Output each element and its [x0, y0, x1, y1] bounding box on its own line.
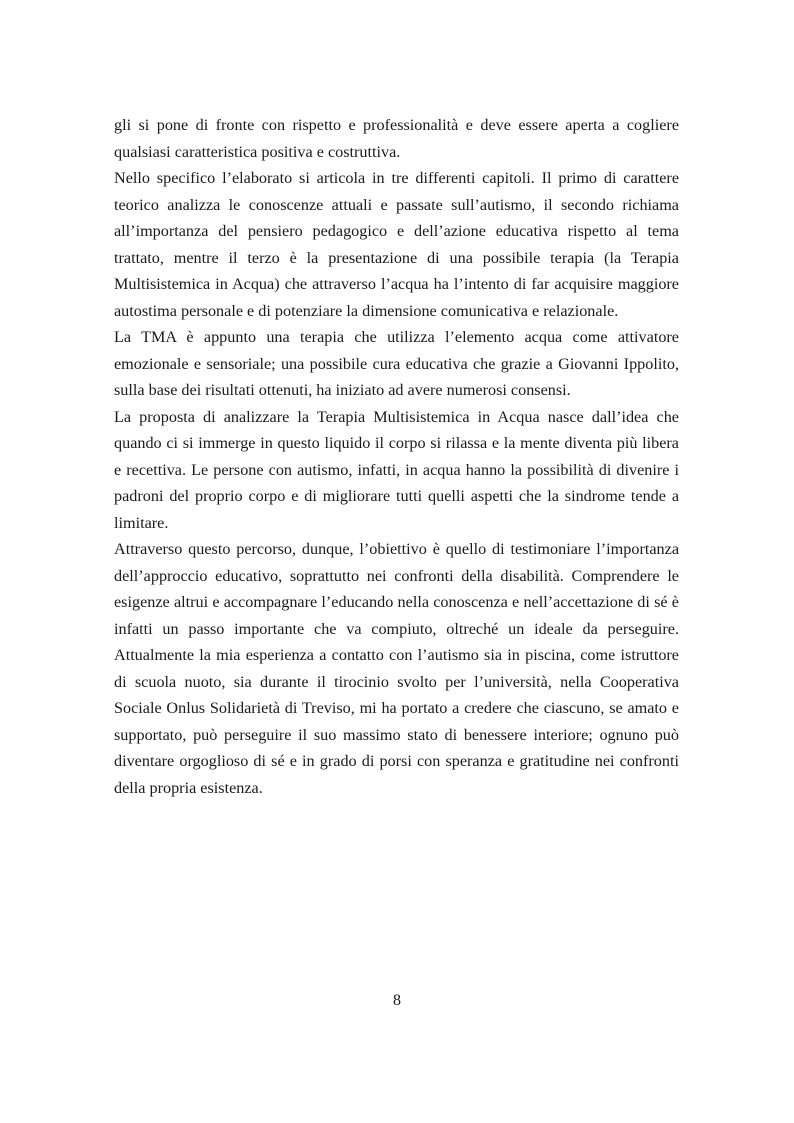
body-text — [114, 112, 679, 801]
paragraph-tma-definition: La TMA è appunto una terapia che utilizza l’elemento acqua come attivatore emozionale e sensoriale; una possibile cura educativa che grazie a Giovanni Ippolito, sulla base dei risultati ottenuti, ha iniziato ad avere numerosi consensi. — [114, 328, 679, 399]
page-number: 8 — [393, 992, 401, 1009]
paragraph-tma-proposal: La proposta di analizzare la Terapia Multisistemica in Acqua nasce dall’idea che quando ci si immerge in questo liquido il corpo si rilassa e la mente diventa più libera e recettiva. Le persone con autismo, infatti, in acqua hanno la possibilità di divenire i padroni del proprio corpo e di migliorare tutti quelli aspetti che la sindrome tende a limitare. — [114, 407, 679, 532]
paragraph-intro-continuation: gli si pone di fronte con rispetto e professionalità e deve essere aperta a cogliere qualsiasi caratteristica positiva e costruttiva. — [114, 116, 679, 161]
paragraph-objective: Attraverso questo percorso, dunque, l’obiettivo è quello di testimoniare l’importanza dell’approccio educativo, soprattutto nei confronti della disabilità. Comprendere le esigenze altrui e accompagnare l’educando nella conoscenza e nell’accettazione di sé è infatti un passo importante che va compiuto, oltreché un ideale da perseguire. Attualmente la mia esperienza a contatto con l’autismo sia in piscina, come istruttore di scuola nuoto, sia durante il tirocinio svolto per l’università, nella Cooperativa Sociale Onlus Solidarietà di Treviso, mi ha portato a credere che ciascuno, se amato e supportato, può perseguire il suo massimo stato di benessere interiore; ognuno può diventare orgoglioso di sé e in grado di porsi con speranza e gratitudine nei confronti della propria esistenza. — [114, 540, 679, 797]
paragraph-chapters-overview: Nello specifico l’elaborato si articola in tre differenti capitoli. Il primo di carattere teorico analizza le conoscenze attuali e passate sull’autismo, il secondo richiama all’importanza del pensiero pedagogico e dell’azione educativa rispetto al tema trattato, mentre il terzo è la presentazione di una possibile terapia (la Terapia Multisistemica in Acqua) che attraverso l’acqua ha l’intento di far acquisire maggiore autostima personale e di potenziare la dimensione comunicativa e relazionale. — [114, 169, 679, 320]
